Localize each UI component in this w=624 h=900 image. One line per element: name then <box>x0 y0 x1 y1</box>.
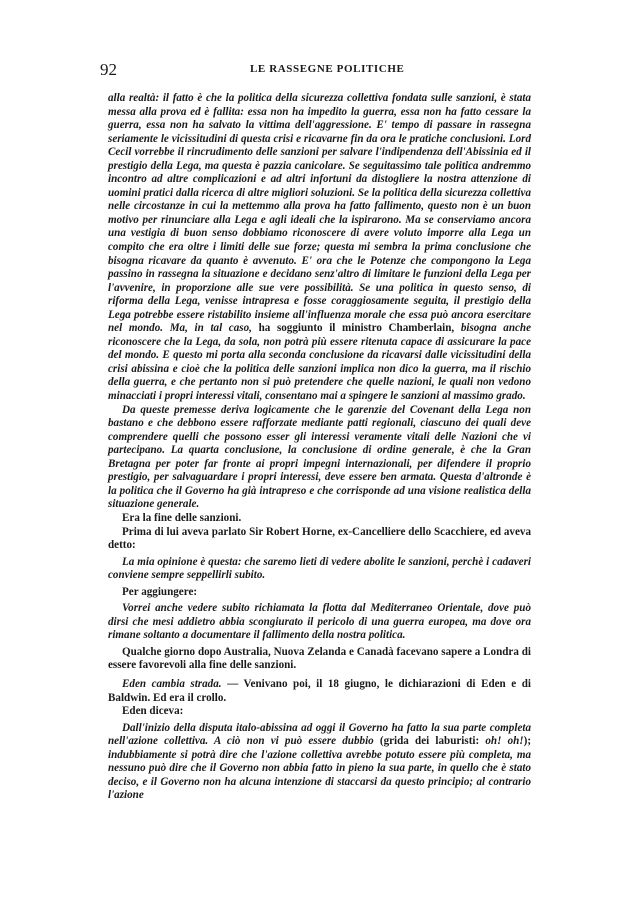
paragraph-1 <box>108 92 531 404</box>
quote-text: alla realtà: il fatto è che la politica della sicurezza collettiva fondata sulle sanzioni, è stata messa alla prova ed è fallita: essa non ha impedito la guerra, essa non ha fatto cessare la guerra, essa non ha salvato la vittima dell'aggressione. E' tempo di passare in rassegna seriamente le vicissitudini di questa crisi e ricavarne fin da ora le pratiche conclusioni. Lord Cecil vorrebbe il rincrudimento delle sanzioni per salvare l'indipendenza dell'Abissinia ed il prestigio della Lega, ma questa è pazzia canicolare. Se seguitassimo tale politica andremmo incontro ad altre complicazioni e ad altri infortuni da distogliere la nostra attenzione di uomini pratici dalla ricerca di altre migliori soluzioni. Se la politica della sicurezza collettiva nelle circostanze in cui la mettemmo alla prova ha fatto fallimento, questo non è un buon motivo per rinunciare alla Lega e agli ideali che la ispirarono. Ma se conserviamo ancora una vestigia di buon senso dobbiamo riconoscere di avere voluto imporre alla Lega un compito che era oltre i limiti delle sue forze; questa mi sembra la prima conclusione che bisogna ricavare da quanto è avvenuto. E' ora che le Potenze che compongono la Lega passino in rassegna la situazione e decidano senz'altro di limitare le funzioni della Lega per l'avvenire, in proporzione alle sue vere possibilità. Se una politica in questo senso, di riforma della Lega, venisse intrapresa e fosse coraggiosamente seguita, il prestigio della Lega potrebbe essere ristabilito insieme all'influenza morale che essa può ancora esercitare nel mondo. Ma, in tal caso, <box>108 92 531 335</box>
page-header <box>100 60 530 80</box>
paragraph-10: Eden diceva: <box>122 705 184 718</box>
paragraph-9 <box>108 678 531 705</box>
section-text: — Venivano poi, il 18 giugno, le dichiarazioni di Eden e di Baldwin. Ed era il crollo. <box>108 677 531 704</box>
quote-part-d: ); <box>523 735 532 748</box>
paragraph-2: Da queste premesse deriva logicamente che le garenzie del Covenant della Lega non bastano e che debbono essere rafforzate mediante patti regionali, ciascuno dei quali deve comprendere quelli che possono esser gli interessi veramente vitali delle Nazioni che vi partecipano. La quarta conclusione, la conclusione di ordine generale, è che la Gran Bretagna per poter far fronte ai propri impegni internazionali, per difendere il proprio prestigio, per salvaguardare i propri interessi, deve essere ben armata. Questa d'altronde è la politica che il Governo ha già intrapreso e che corrisponde ad una visione realistica della situazione generale. <box>108 403 531 511</box>
quote-part-e: indubbiamente si potrà dire che l'azione collettiva avrebbe potuto essere più completa, ma nessuno può dire che il Governo non abbia fatto in pieno la sua parte, in quello che è stato deciso, e il Governo non ha alcuna intenzione di staccarsi da questo principio; al contrario l'azione <box>108 748 531 802</box>
paragraph-11-quote <box>108 722 531 803</box>
paragraph-8: Qualche giorno dopo Australia, Nuova Zelanda e Canadà facevano sapere a Londra di essere favorevoli alla fine delle sanzioni. <box>108 645 531 672</box>
paragraph-6: Per aggiungere: <box>122 585 198 598</box>
quote-text-continued: bisogna anche riconoscere che la Lega, da sola, non potrà più essere ritenuta capace di assicurare la pace del mondo. E questo mi porta alla seconda conclusione da ricavarsi dalle vicissitudini della crisi abissina e cioè che la politica delle sanzioni implica non dico la guerra, ma il rischio della guerra, e che pertanto non si può pretendere che quelle nazioni, le quali non vedono minacciati i propri interessi vitali, consentano mai a spingere le sanzioni al massimo grado. <box>108 322 532 403</box>
quote-part-b: (grida dei laburisti: <box>373 735 486 748</box>
quote-part-c: oh! oh! <box>485 735 524 748</box>
page-number: 92 <box>100 60 117 79</box>
running-head: LE RASSEGNE POLITICHE <box>250 63 405 75</box>
paragraph-4: Prima di lui aveva parlato Sir Robert Horne, ex-Cancelliere dello Scacchiere, ed aveva detto: <box>108 525 531 552</box>
paragraph-3: Era la fine delle sanzioni. <box>122 511 242 524</box>
paragraph-5-quote: La mia opinione è questa: che saremo lieti di vedere abolite le sanzioni, perchè i cadaveri conviene sempre seppellirli subito. <box>108 555 531 582</box>
body-text <box>108 92 531 803</box>
section-title: Eden cambia strada. <box>122 677 222 690</box>
paragraph-7-quote: Vorrei anche vedere subito richiamata la flotta dal Mediterraneo Orientale, dove può dirsi che mesi addietro abbia scongiurato il pericolo di una guerra europea, ma dove ora rimane soltanto a documentare il fallimento della nostra politica. <box>108 602 531 642</box>
quote-part-a: Dall'inizio della disputa italo-abissina ad oggi il Governo ha fatto la sua parte completa nell'azione collettiva. A ciò non vi può essere dubbio <box>108 721 531 748</box>
narration-text: ha soggiunto il ministro Chamberlain, <box>251 322 461 335</box>
